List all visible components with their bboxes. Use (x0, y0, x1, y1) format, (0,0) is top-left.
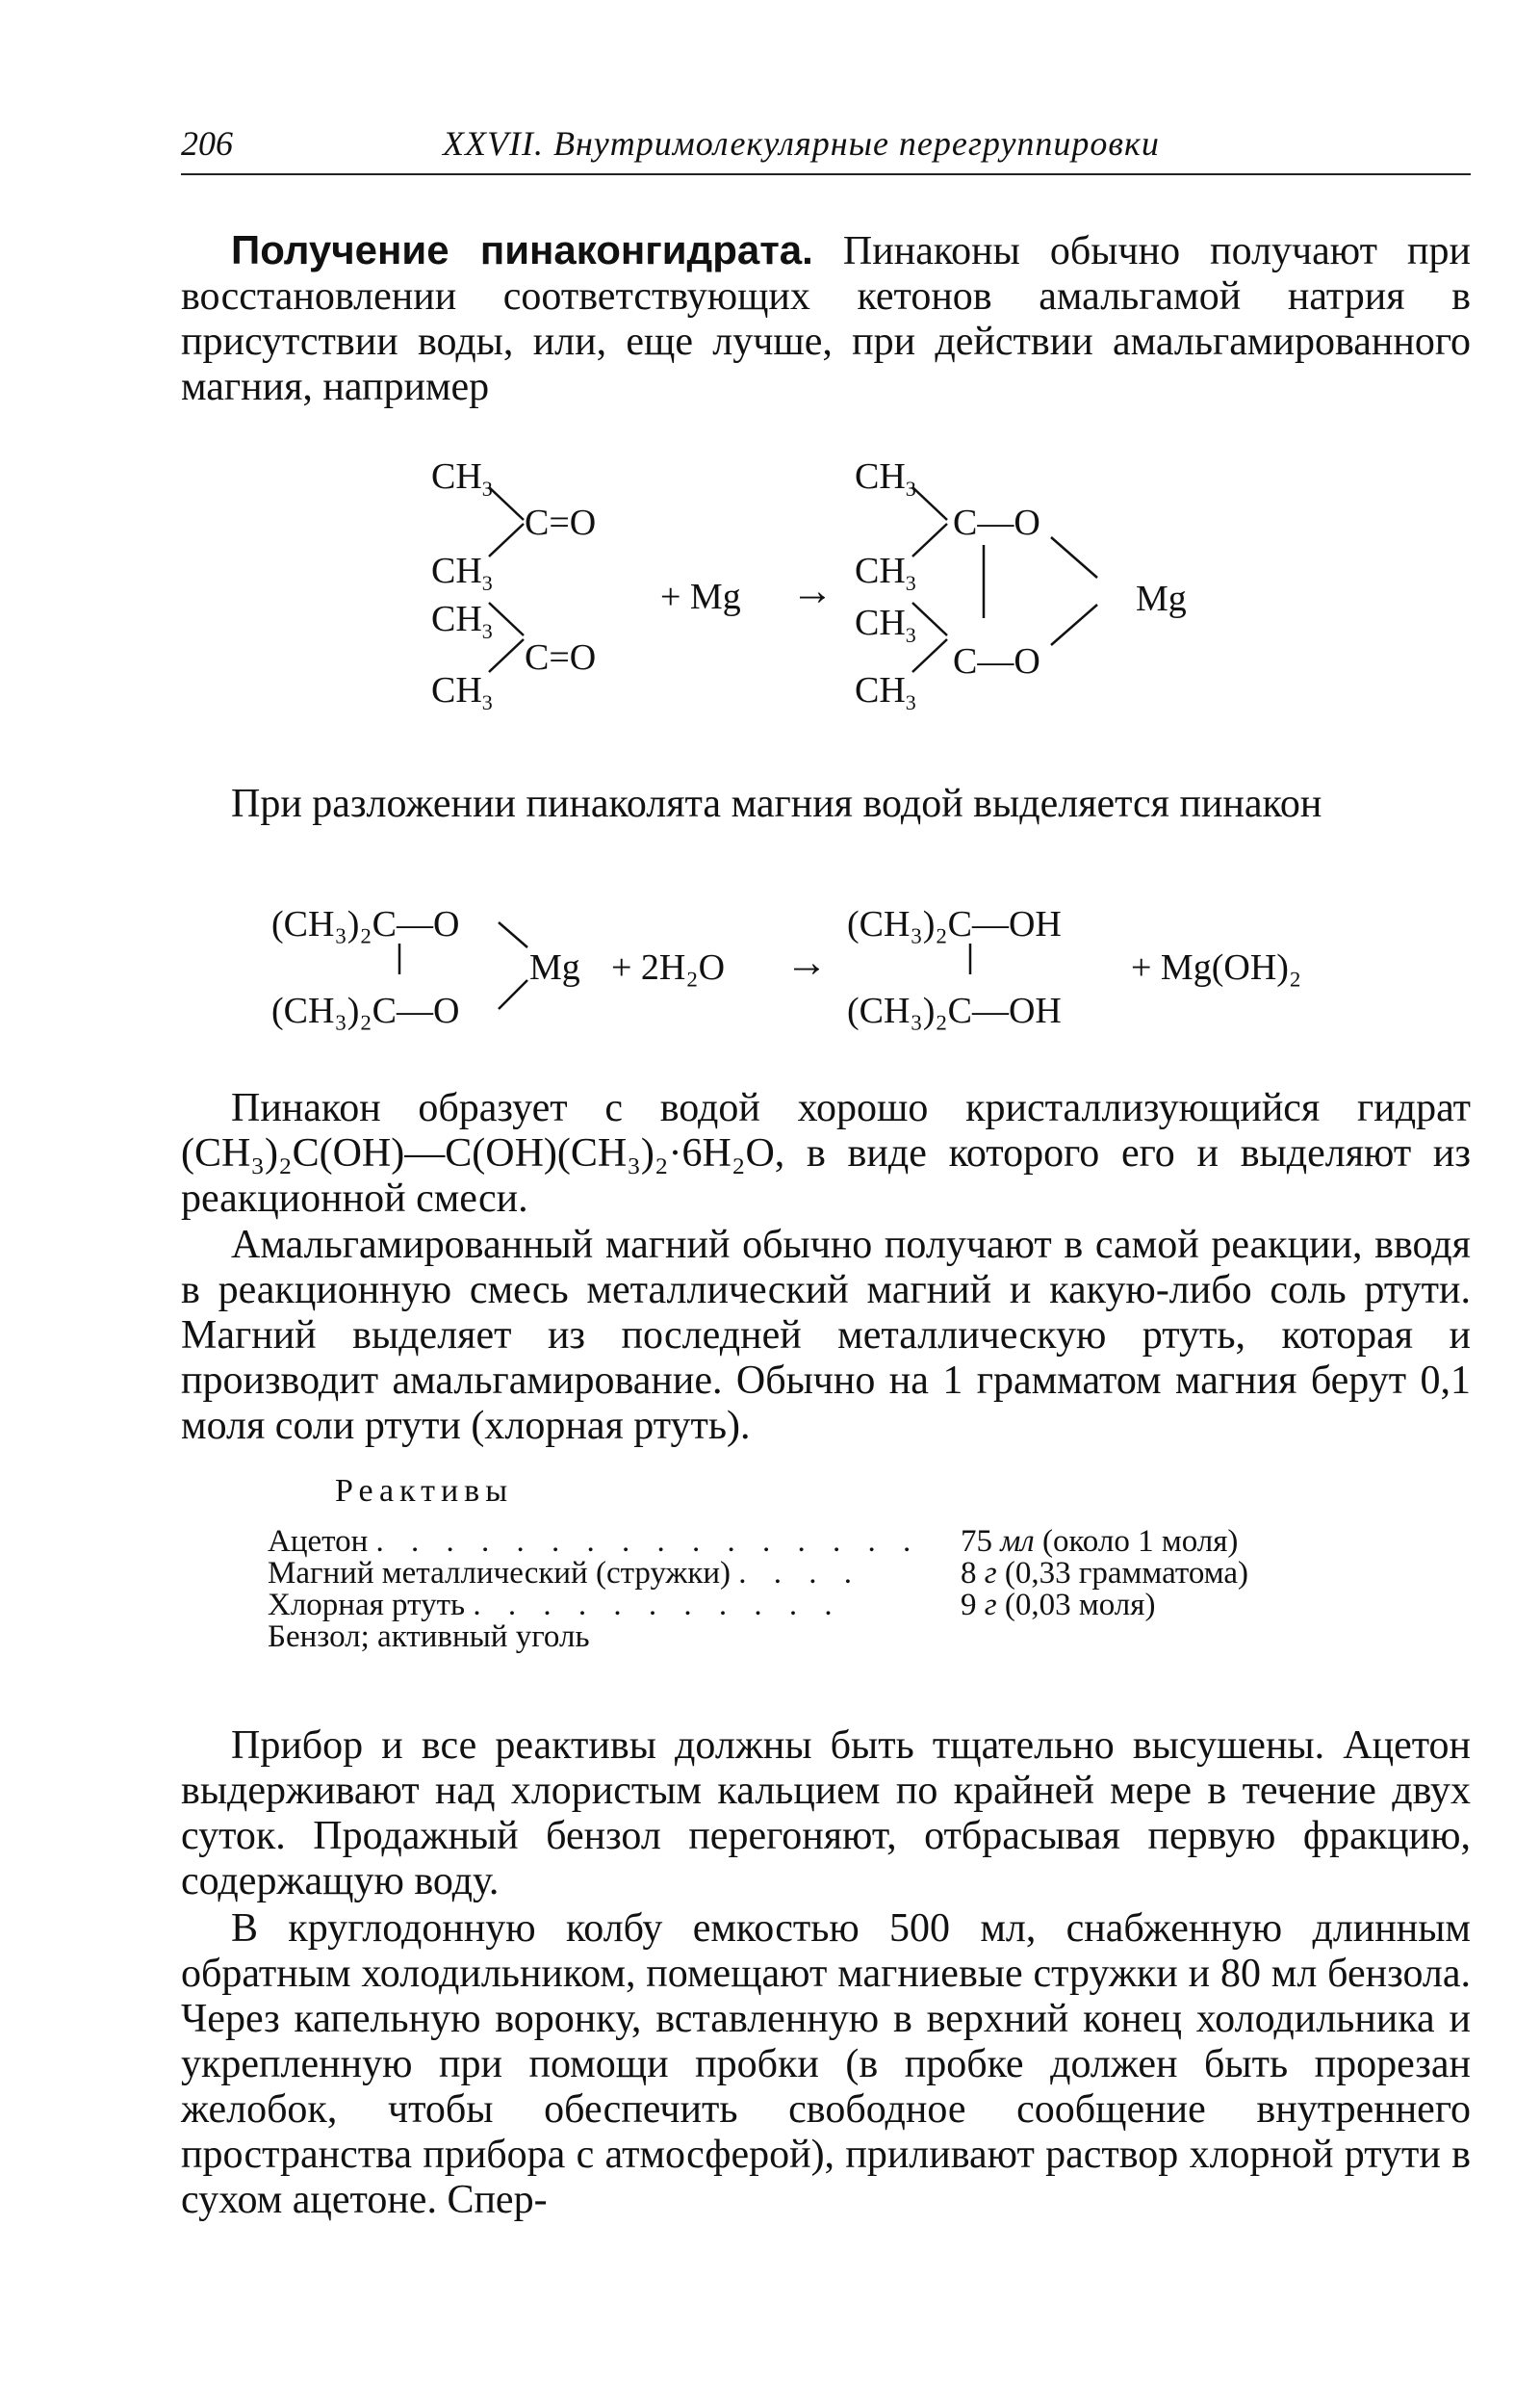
product-ch3-1: $CH_3$ (855, 456, 916, 501)
reagent-row (268, 1590, 1355, 1621)
intro-text: Пинаконы обычно получают при восстановлении соответствующих кетонов амальгамой натрия в присутствии воды, или, еще лучше, при действии амальгамированного магния, например (181, 229, 1472, 409)
procedure-paragraph: В круглодонную колбу емкостью 500 мл, снабженную длинным обратным холодильником, помещают магниевые стружки и 80 мл бензола. Через капельную воронку, вставленную в верхний конец холодильника и укрепленную при помощи пробки (в пробке должен быть прорезан желобок, чтобы обеспечить свободное сообщение внутреннего пространства прибора с атмосферой), приливают раствор хлорной ртути в сухом ацетоне. Спер- (181, 1906, 1471, 2222)
leader-dots: . . . . . . . . . . . (473, 1590, 842, 1621)
plus-magnesium-hydroxide: + Mg(OH)₂ (1131, 947, 1302, 988)
reactant-ch3-4: $CH_3$ (431, 670, 493, 714)
product-ring-c1: C—O (953, 503, 1040, 543)
reagent-name: Бензол; активный уголь (268, 1621, 590, 1653)
reagent-note: (0,03 моля) (1004, 1588, 1156, 1622)
product-ch3-4: $CH_3$ (855, 670, 916, 714)
page-header (181, 123, 1471, 175)
bond-line (912, 639, 947, 672)
reagent-row (268, 1621, 1355, 1653)
reactant-ch3-2: $CH_3$ (431, 551, 493, 595)
bond-line (912, 524, 947, 556)
reactant-carbonyl-2: C=O (525, 637, 597, 678)
bond-line (489, 524, 524, 556)
reaction2-arrow: → (785, 939, 828, 986)
reagent-note: (0,33 грамматома) (1004, 1556, 1249, 1591)
bond-line (489, 487, 524, 520)
pinacone-bottom: (CH₃)₂C—OH (847, 991, 1062, 1031)
hydrate-paragraph: Пинакон образует с водой хорошо кристаллизующийся гидрат (CH₃)₂C(OH)—C(OH)(CH₃)₂·6H₂O, в виде которого его и выделяют из реакционной смеси. (181, 1086, 1471, 1221)
bond-line (489, 603, 524, 635)
product-mg: Mg (1136, 579, 1187, 619)
amalgam-paragraph: Амальгамированный магний обычно получают в самой реакции, вводя в реакционную смесь металлический магний и какую-либо соль ртути. Магний выделяет из последней металлическую ртуть, которая и производит амальгамирование. Обычно на 1 грамматом магния берут 0,1 моля соли ртути (хлорная ртуть). (181, 1223, 1471, 1448)
pinacolate-mg: Mg (529, 947, 580, 988)
intro-paragraph (181, 227, 1471, 410)
pinacolate-top: (CH₃)₂C—O (271, 904, 460, 945)
reagents-title: Реактивы (335, 1473, 514, 1509)
bond-line (499, 922, 527, 947)
section-title: Получение пинаконгидрата. (231, 227, 813, 272)
bond-line (489, 639, 524, 672)
bond-line (499, 980, 527, 1009)
pinacolate-bottom: (CH₃)₂C—O (271, 991, 460, 1031)
reagent-unit: г (984, 1556, 997, 1591)
reaction-arrow: → (791, 567, 834, 614)
reactant-carbonyl-1: C=O (525, 503, 597, 543)
reagent-name: Ацетон (268, 1526, 369, 1558)
pinacolate-paragraph: При разложении пинаколята магния водой выделяется пинакон (231, 782, 1322, 826)
reactant-ch3-1: $CH_3$ (431, 456, 493, 501)
reagent-amount: 75 (961, 1524, 992, 1559)
reagent-row (268, 1526, 1355, 1558)
reagent-unit: г (984, 1588, 997, 1622)
reagent-row (268, 1558, 1355, 1590)
leader-dots: . . . . . . . . . . . . . . . . (375, 1526, 921, 1558)
plus-mg: + Mg (660, 577, 741, 617)
preparation-paragraph: Прибор и все реактивы должны быть тщательно высушены. Ацетон выдерживают над хлористым кальцием по крайней мере в течение двух суток. Продажный бензол перегоняют, отбрасывая первую фракцию, содержащую воду. (181, 1723, 1471, 1903)
reagent-name: Магний металлический (стружки) (268, 1558, 732, 1590)
bond-line (1051, 605, 1097, 645)
page-number: 206 (181, 124, 233, 163)
leader-dots: . . . . (738, 1558, 862, 1590)
product-ring-c2: C—O (953, 641, 1040, 682)
reagent-name: Хлорная ртуть (268, 1590, 466, 1621)
product-ch3-2: $CH_3$ (855, 551, 916, 595)
chapter-title: XXVII. Внутримолекулярные перегруппировки (443, 124, 1160, 163)
reagent-note: (около 1 моля) (1041, 1524, 1239, 1559)
reagent-amount: 8 (961, 1556, 977, 1591)
bond-line (912, 487, 947, 520)
bond-line (912, 603, 947, 635)
reactant-ch3-3: $CH_3$ (431, 599, 493, 643)
reagents-table (268, 1526, 1355, 1653)
bond-line (1051, 537, 1097, 578)
plus-water: + 2H₂O (611, 947, 726, 988)
pinacone-top: (CH₃)₂C—OH (847, 904, 1062, 945)
reagent-amount: 9 (961, 1588, 977, 1622)
reagent-unit: мл (1000, 1524, 1035, 1559)
product-ch3-3: $CH_3$ (855, 603, 916, 647)
